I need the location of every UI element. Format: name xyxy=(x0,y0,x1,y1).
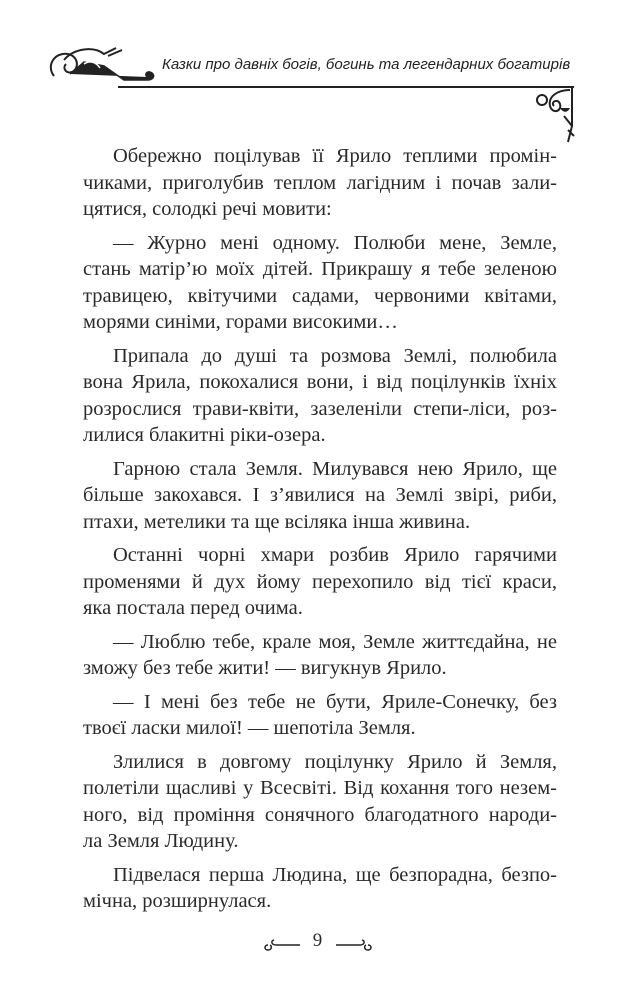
text-line: цятися, солодкі речі мовити: xyxy=(83,198,332,220)
running-header-title: Казки про давніх богів, богинь та легендарних богатирів xyxy=(162,56,571,73)
text-line: вона Ярила, покохалися вони, і від поцілунків їхніх xyxy=(83,371,557,393)
page-number-ornament-right-icon xyxy=(334,938,374,952)
text-line: лилися блакитні ріки-озера. xyxy=(83,424,326,446)
text-line: твоєї ласки милої! — шепотіла Земля. xyxy=(83,717,416,739)
paragraph xyxy=(83,862,557,915)
text-line: ла Земля Людину. xyxy=(83,830,239,852)
text-line: морями синіми, горами високими… xyxy=(83,311,398,333)
text-line: Припала до душі та розмова Землі, полюбила xyxy=(113,344,557,367)
text-line: більше закохався. І з’явилися на Землі звірі, риби, xyxy=(83,484,557,506)
text-line: полетіли щасливі у Всесвіті. Від кохання того незем- xyxy=(83,777,557,799)
body-text xyxy=(83,143,557,922)
text-line: Гарною стала Земля. Милувався нею Ярило, ще xyxy=(113,457,557,480)
header-rule xyxy=(118,86,574,88)
text-line: — Журно мені одному. Полюби мене, Земле, xyxy=(113,231,557,254)
header-ornament-left-icon xyxy=(44,40,160,90)
text-line: зможу без тебе жити! — вигукнув Ярило. xyxy=(83,657,447,679)
text-line: травицею, квітучими садами, червоними квітами, xyxy=(83,284,557,307)
text-line: яка постала перед очима. xyxy=(83,597,303,619)
text-line: чиками, приголубив теплом лагідним і почав зали- xyxy=(83,171,557,194)
paragraph xyxy=(83,749,557,855)
text-line: — Люблю тебе, крале моя, Земле життєдайна, не xyxy=(113,630,557,653)
paragraph xyxy=(83,143,557,223)
text-line: Підвелася перша Людина, ще безпорадна, безпо- xyxy=(113,863,557,886)
text-line: Останні чорні хмари розбив Ярило гарячими xyxy=(113,544,557,566)
text-line: розрослися трави-квіти, зазеленіли степи-ліси, роз- xyxy=(83,397,557,420)
paragraph xyxy=(83,542,557,622)
paragraph xyxy=(83,456,557,536)
text-line: ного, від проміння сонячного благодатного народи- xyxy=(83,803,557,826)
text-line: променями й дух йому перехопило від тієї краси, xyxy=(83,570,557,593)
paragraph xyxy=(83,343,557,449)
paragraph xyxy=(83,629,557,682)
text-line: мічна, розширнулася. xyxy=(83,890,272,912)
header-ornament-right-icon xyxy=(528,86,578,146)
text-line: Злилися в довгому поцілунку Ярило й Земля, xyxy=(113,750,557,773)
text-line: — І мені без тебе не бути, Яриле-Сонечку, без xyxy=(113,690,557,713)
text-line: птахи, метелики та ще всіляка інша живина. xyxy=(83,510,471,533)
page-number: 9 xyxy=(312,930,323,951)
paragraph xyxy=(83,230,557,336)
text-line: стань матір’ю моїх дітей. Прикрашу я тебе зеленою xyxy=(83,258,557,280)
paragraph xyxy=(83,689,557,742)
text-line: Обережно поцілував її Ярило теплими промін- xyxy=(113,145,557,167)
